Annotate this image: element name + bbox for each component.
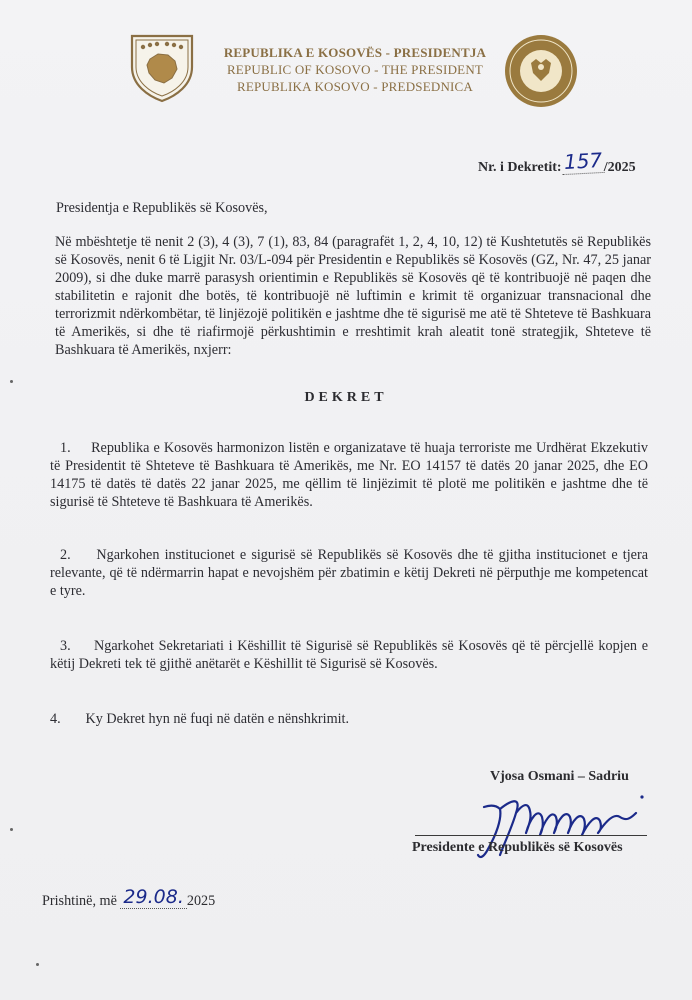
date-year: 2025 — [186, 893, 216, 909]
preamble-text: Në mbështetje të nenit 2 (3), 4 (3), 7 (1), 83, 84 (paragrafët 1, 2, 4, 10, 12) të Kushtetutës së Republikës së Kosovës, nenit 6 të Ligjit Nr. 03/L-094 për Presidentin e Republikës së Kosovës (GZ, Nr. 47, 25 janar 2009), si dhe duke marrë parasysh orientimin e Republikës së Kosovës që të kontribuojë në paqen dhe stabilitetin e rajonit dhe botës, të kontribuojë në luftimin e krimit të organizuar transnacional dhe terrorizmit ndërkombëtar, të linjëzojë politikën e jashtme dhe të sigurisë me atë të Shteteve të Bashkuara të Amerikës, si dhe të riafirmojë përkushtimin e rreshtimit krah aleatit tonë strategjik, Shteteve të Bashkuara të Amerikës, nxjerr: — [55, 234, 651, 358]
signature-line — [415, 835, 647, 836]
article-number: 1. — [60, 440, 71, 456]
paper-mark — [10, 380, 13, 383]
article-number: 4. — [50, 711, 61, 727]
decree-article-2 — [50, 546, 648, 600]
place-and-date — [42, 888, 215, 911]
decree-article-1 — [50, 439, 648, 511]
preamble — [55, 233, 651, 359]
presidential-seal-icon — [503, 33, 579, 109]
article-number: 3. — [60, 638, 71, 654]
decree-number-year: /2025 — [603, 160, 636, 175]
article-text: Ky Dekret hyn në fuqi në datën e nënshkrimit. — [85, 711, 350, 727]
article-number: 2. — [60, 547, 71, 563]
article-text: Ngarkohen institucionet e sigurisë së Republikës së Kosovës dhe të gjitha institucionet e tjera relevante, që të ndërmarrin hapat e nevojshëm për zbatimin e këtij Dekreti në përputhje me kompetencat e tyre. — [50, 547, 649, 599]
article-text: Republika e Kosovës harmonizon listën e organizatave të huaja terroriste me Urdhërat Ekzekutiv të Presidentit të Shteteve të Bashkuara të Amerikës, me Nr. EO 14157 të datës 20 janar 2025, dhe EO 14175 të datës të datës 22 janar 2025, me qëllim të linjëzimit të plotë me politikën e jashtme dhe të sigurisë të Shteteve të Bashkuara të Amerikës. — [50, 440, 648, 510]
letterhead — [210, 44, 500, 95]
handwritten-decree-number: 157 — [561, 148, 604, 175]
letterhead-english: REPUBLIC OF KOSOVO - THE PRESIDENT — [226, 62, 484, 77]
paper-mark — [10, 828, 13, 831]
paper-mark — [36, 963, 39, 966]
salutation: Presidentja e Republikës së Kosovës, — [56, 200, 268, 216]
handwritten-date: 29.08. — [120, 886, 186, 909]
decree-article-4 — [50, 710, 648, 728]
signer-title: Presidente e Republikës së Kosovës — [412, 840, 623, 855]
letterhead-serbian: REPUBLIKA KOSOVO - PREDSEDNICA — [236, 79, 474, 94]
decree-number — [478, 148, 636, 177]
decree-article-3 — [50, 637, 648, 673]
signer-name: Vjosa Osmani – Sadriu — [490, 769, 629, 784]
letterhead-albanian: REPUBLIKA E KOSOVËS - PRESIDENTJA — [223, 45, 487, 60]
article-text: Ngarkohet Sekretariati i Këshillit të Sigurisë së Republikës së Kosovës që të përcjellë kopjen e këtij Dekreti tek të gjithë anëtarët e Këshillit të Sigurisë së Kosovës. — [50, 638, 648, 672]
decree-title: DEKRET — [304, 390, 388, 405]
place: Prishtinë, më — [42, 893, 117, 909]
kosovo-coat-of-arms-icon — [128, 33, 196, 103]
decree-number-label: Nr. i Dekretit: — [478, 160, 562, 175]
